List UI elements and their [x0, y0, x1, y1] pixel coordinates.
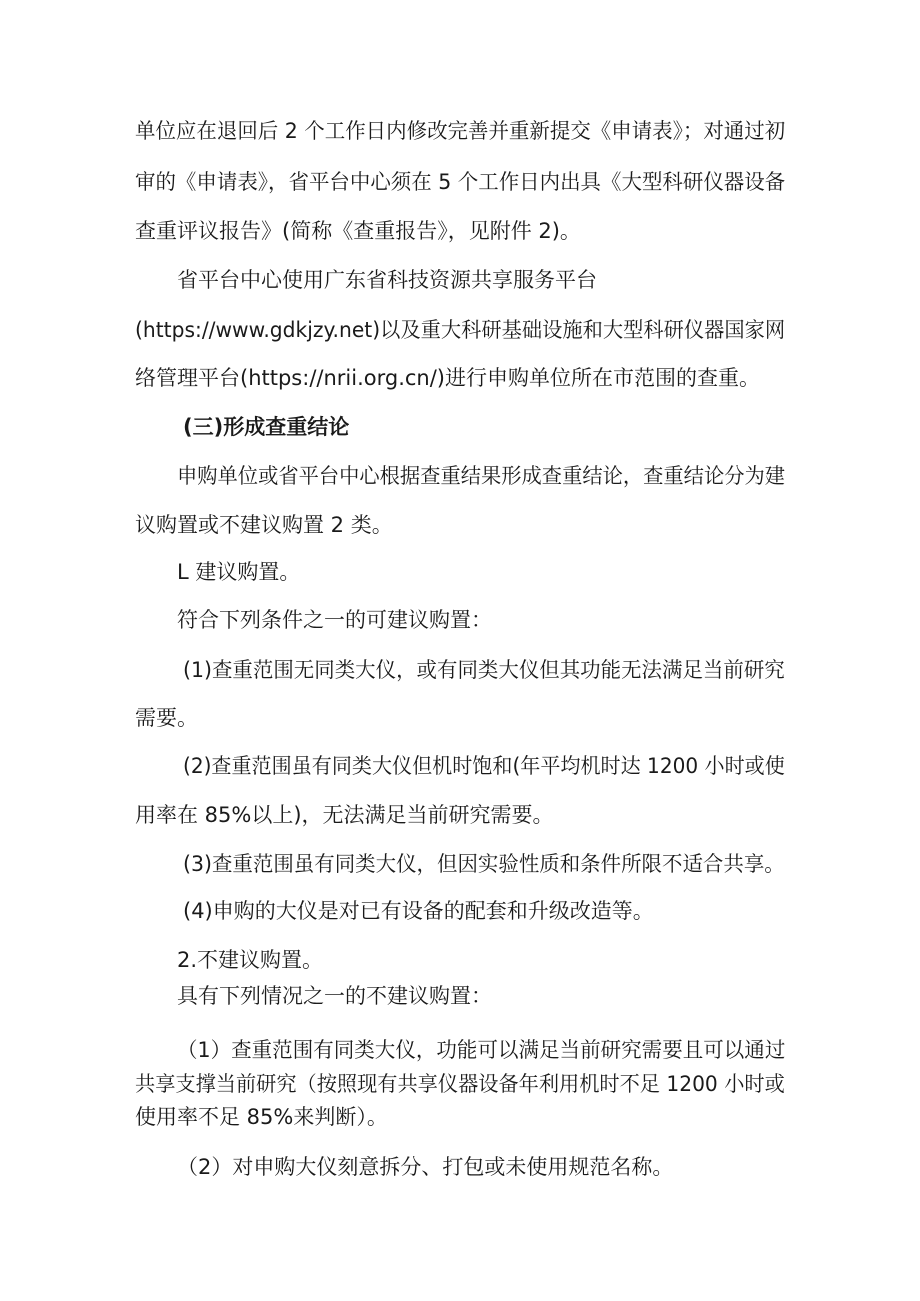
text-line: 具有下列情况之一的不建议购置：: [177, 984, 492, 1008]
text-line: 共享支撑当前研究（按照现有共享仪器设备年利用机时不足 1200 小时或: [135, 1072, 785, 1096]
text-line: 符合下列条件之一的可建议购置：: [177, 608, 492, 632]
text-line: 查重评议报告》(简称《查重报告》，见附件 2)。: [135, 219, 581, 243]
text-line: (3)查重范围虽有同类大仪，但因实验性质和条件所限不适合共享。: [183, 852, 785, 876]
text-line: (4)申购的大仪是对已有设备的配套和升级改造等。: [183, 899, 654, 923]
section-heading: (三)形成查重结论: [183, 415, 350, 439]
text-line: 需要。: [135, 706, 198, 730]
text-line: 单位应在退回后 2 个工作日内修改完善并重新提交《申请表》；对通过初: [135, 119, 786, 143]
text-line: 2.不建议购置。: [177, 948, 324, 972]
text-line: 议购置或不建议购置 2 类。: [135, 513, 393, 537]
text-line: 审的《申请表》，省平台中心须在 5 个工作日内出具《大型科研仪器设备: [135, 170, 786, 194]
text-line: （1）查重范围有同类大仪，功能可以满足当前研究需要且可以通过: [177, 1038, 786, 1062]
text-line: 络管理平台(https://nrii.org.cn/)进行申购单位所在市范围的查重。: [135, 366, 760, 390]
text-line: 用率在 85%以上)，无法满足当前研究需要。: [135, 803, 554, 827]
text-line: (1)查重范围无同类大仪，或有同类大仪但其功能无法满足当前研究: [183, 658, 785, 682]
text-line: (https://www.gdkjzy.net)以及重大科研基础设施和大型科研仪器国家网: [135, 318, 786, 342]
text-line: 省平台中心使用广东省科技资源共享服务平台: [177, 268, 597, 292]
text-line: L 建议购置。: [177, 560, 301, 584]
text-line: (2)查重范围虽有同类大仪但机时饱和(年平均机时达 1200 小时或使: [183, 754, 785, 778]
text-line: （2）对申购大仪刻意拆分、打包或未使用规范名称。: [177, 1155, 674, 1179]
text-line: 申购单位或省平台中心根据查重结果形成查重结论，查重结论分为建: [177, 464, 786, 488]
text-line: 使用率不足 85%来判断）。: [135, 1105, 388, 1129]
